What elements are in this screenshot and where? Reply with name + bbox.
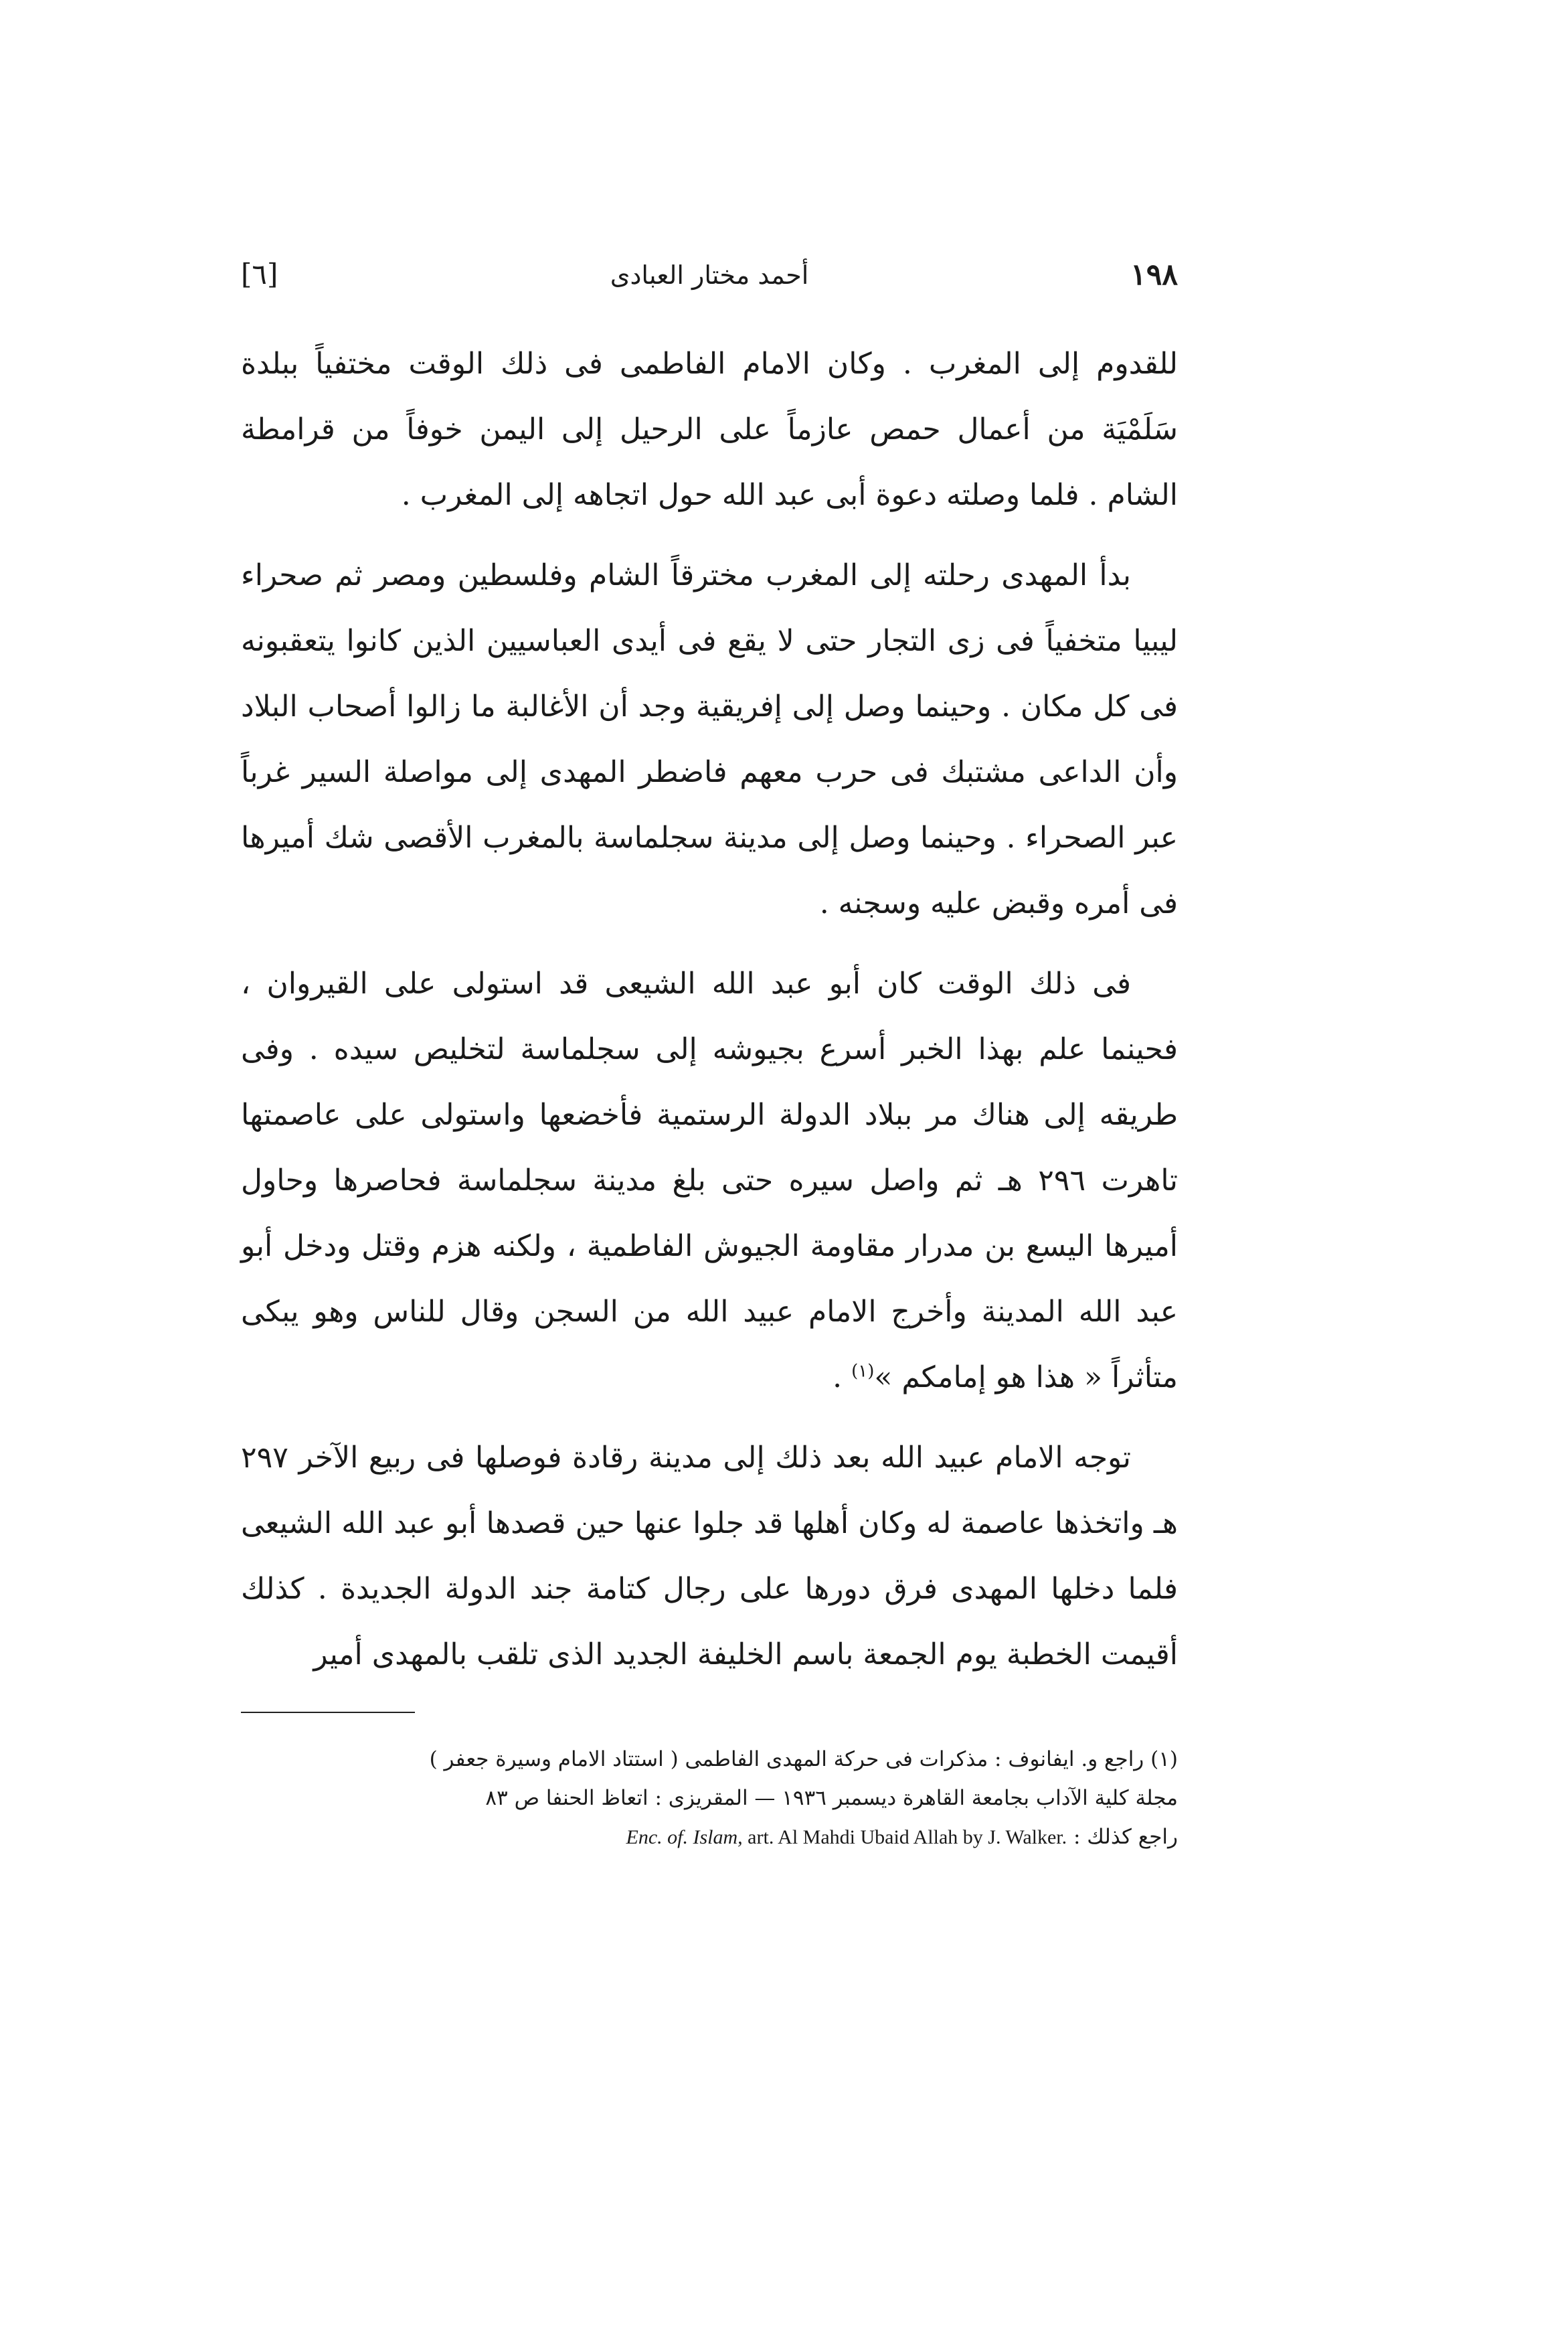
paragraph-text: بدأ المهدى رحلته إلى المغرب مخترقاً الشام وفلسطين ومصر ثم صحراء ليبيا متخفياً فى زى التجار حتى لا يقع فى أيدى العباسيين الذين كانوا يتعقبونه فى كل مكان . وحينما وصل إلى إفريقية وجد أن الأغالبة ما زالوا أصحاب البلاد وأن الداعى مشتبك فى حرب معهم فاضطر المهدى إلى مواصلة السير غرباً عبر الصحراء . وحينما وصل إلى مدينة سجلماسة بالمغرب الأقصى شك أميرها فى أمره وقبض عليه وسجنه . (241, 558, 1178, 920)
section-number: [٦] (241, 258, 278, 291)
running-head (241, 258, 1178, 305)
paragraph-text: فى ذلك الوقت كان أبو عبد الله الشيعى قد استولى على القيروان ، فحينما علم بهذا الخبر أسرع بجيوشه إلى سجلماسة لتخليص سيده . وفى طريقه إلى هناك مر ببلاد الدولة الرستمية فأخضعها واستولى على عاصمتها تاهرت ٢٩٦ هـ ثم واصل سيره حتى بلغ مدينة سجلماسة فحاصرها وحاول أميرها اليسع بن مدرار مقاومة الجيوش الفاطمية ، ولكنه هزم وقتل ودخل أبو عبد الله المدينة وأخرج الامام عبيد الله من السجن وقال للناس وهو يبكى متأثراً « هذا هو إمامكم » (241, 967, 1178, 1394)
footnote-line-2: مجلة كلية الآداب بجامعة القاهرة ديسمبر ١٩٣٦ — المقريزى : اتعاظ الحنفا ص ٨٣ (485, 1786, 1178, 1810)
paragraph-tail: . (833, 1360, 852, 1394)
page-number: ١٩٨ (1130, 258, 1178, 292)
body-text (241, 331, 1178, 1688)
footnote-latin-text: art. Al Mahdi Ubaid Allah by J. Walker. (742, 1826, 1067, 1848)
paragraph-4 (241, 1425, 1178, 1688)
book-page (241, 258, 1178, 1857)
footnote-latin-reference (626, 1826, 1067, 1848)
footnote-line-3 (241, 1817, 1178, 1857)
paragraph-1 (241, 331, 1178, 528)
paragraph-text: توجه الامام عبيد الله بعد ذلك إلى مدينة رقادة فوصلها فى ربيع الآخر ٢٩٧ هـ واتخذها عاصمة له وكان أهلها قد جلوا عنها حين قصدها أبو عبد الله الشيعى فلما دخلها المهدى فرق دورها على رجال كتامة جند الدولة الجديدة . كذلك أقيمت الخطبة يوم الجمعة باسم الخليفة الجديد الذى تلقب بالمهدى أمير (241, 1441, 1178, 1672)
paragraph-text: للقدوم إلى المغرب . وكان الامام الفاطمى فى ذلك الوقت مختفياً ببلدة سَلَمْيَة من أعمال حمص عازماً على الرحيل إلى اليمن خوفاً من قرامطة الشام . فلما وصلته دعوة أبى عبد الله حول اتجاهه إلى المغرب . (241, 347, 1178, 512)
footnotes (241, 1740, 1178, 1857)
footnote-see-also: راجع كذلك : (1073, 1825, 1178, 1849)
footnote-latin-italic: Enc. of. Islam, (626, 1826, 743, 1848)
author-name: أحمد مختار العبادى (610, 260, 809, 290)
footnote-divider (241, 1712, 415, 1713)
paragraph-2 (241, 543, 1178, 937)
footnote-line-1: (١) راجع و. ايفانوف : مذكرات فى حركة المهدى الفاطمى ( استتاد الامام وسيرة جعفر ) (429, 1747, 1178, 1771)
paragraph-3 (241, 951, 1178, 1410)
footnote-reference[interactable]: (١) (851, 1361, 875, 1382)
